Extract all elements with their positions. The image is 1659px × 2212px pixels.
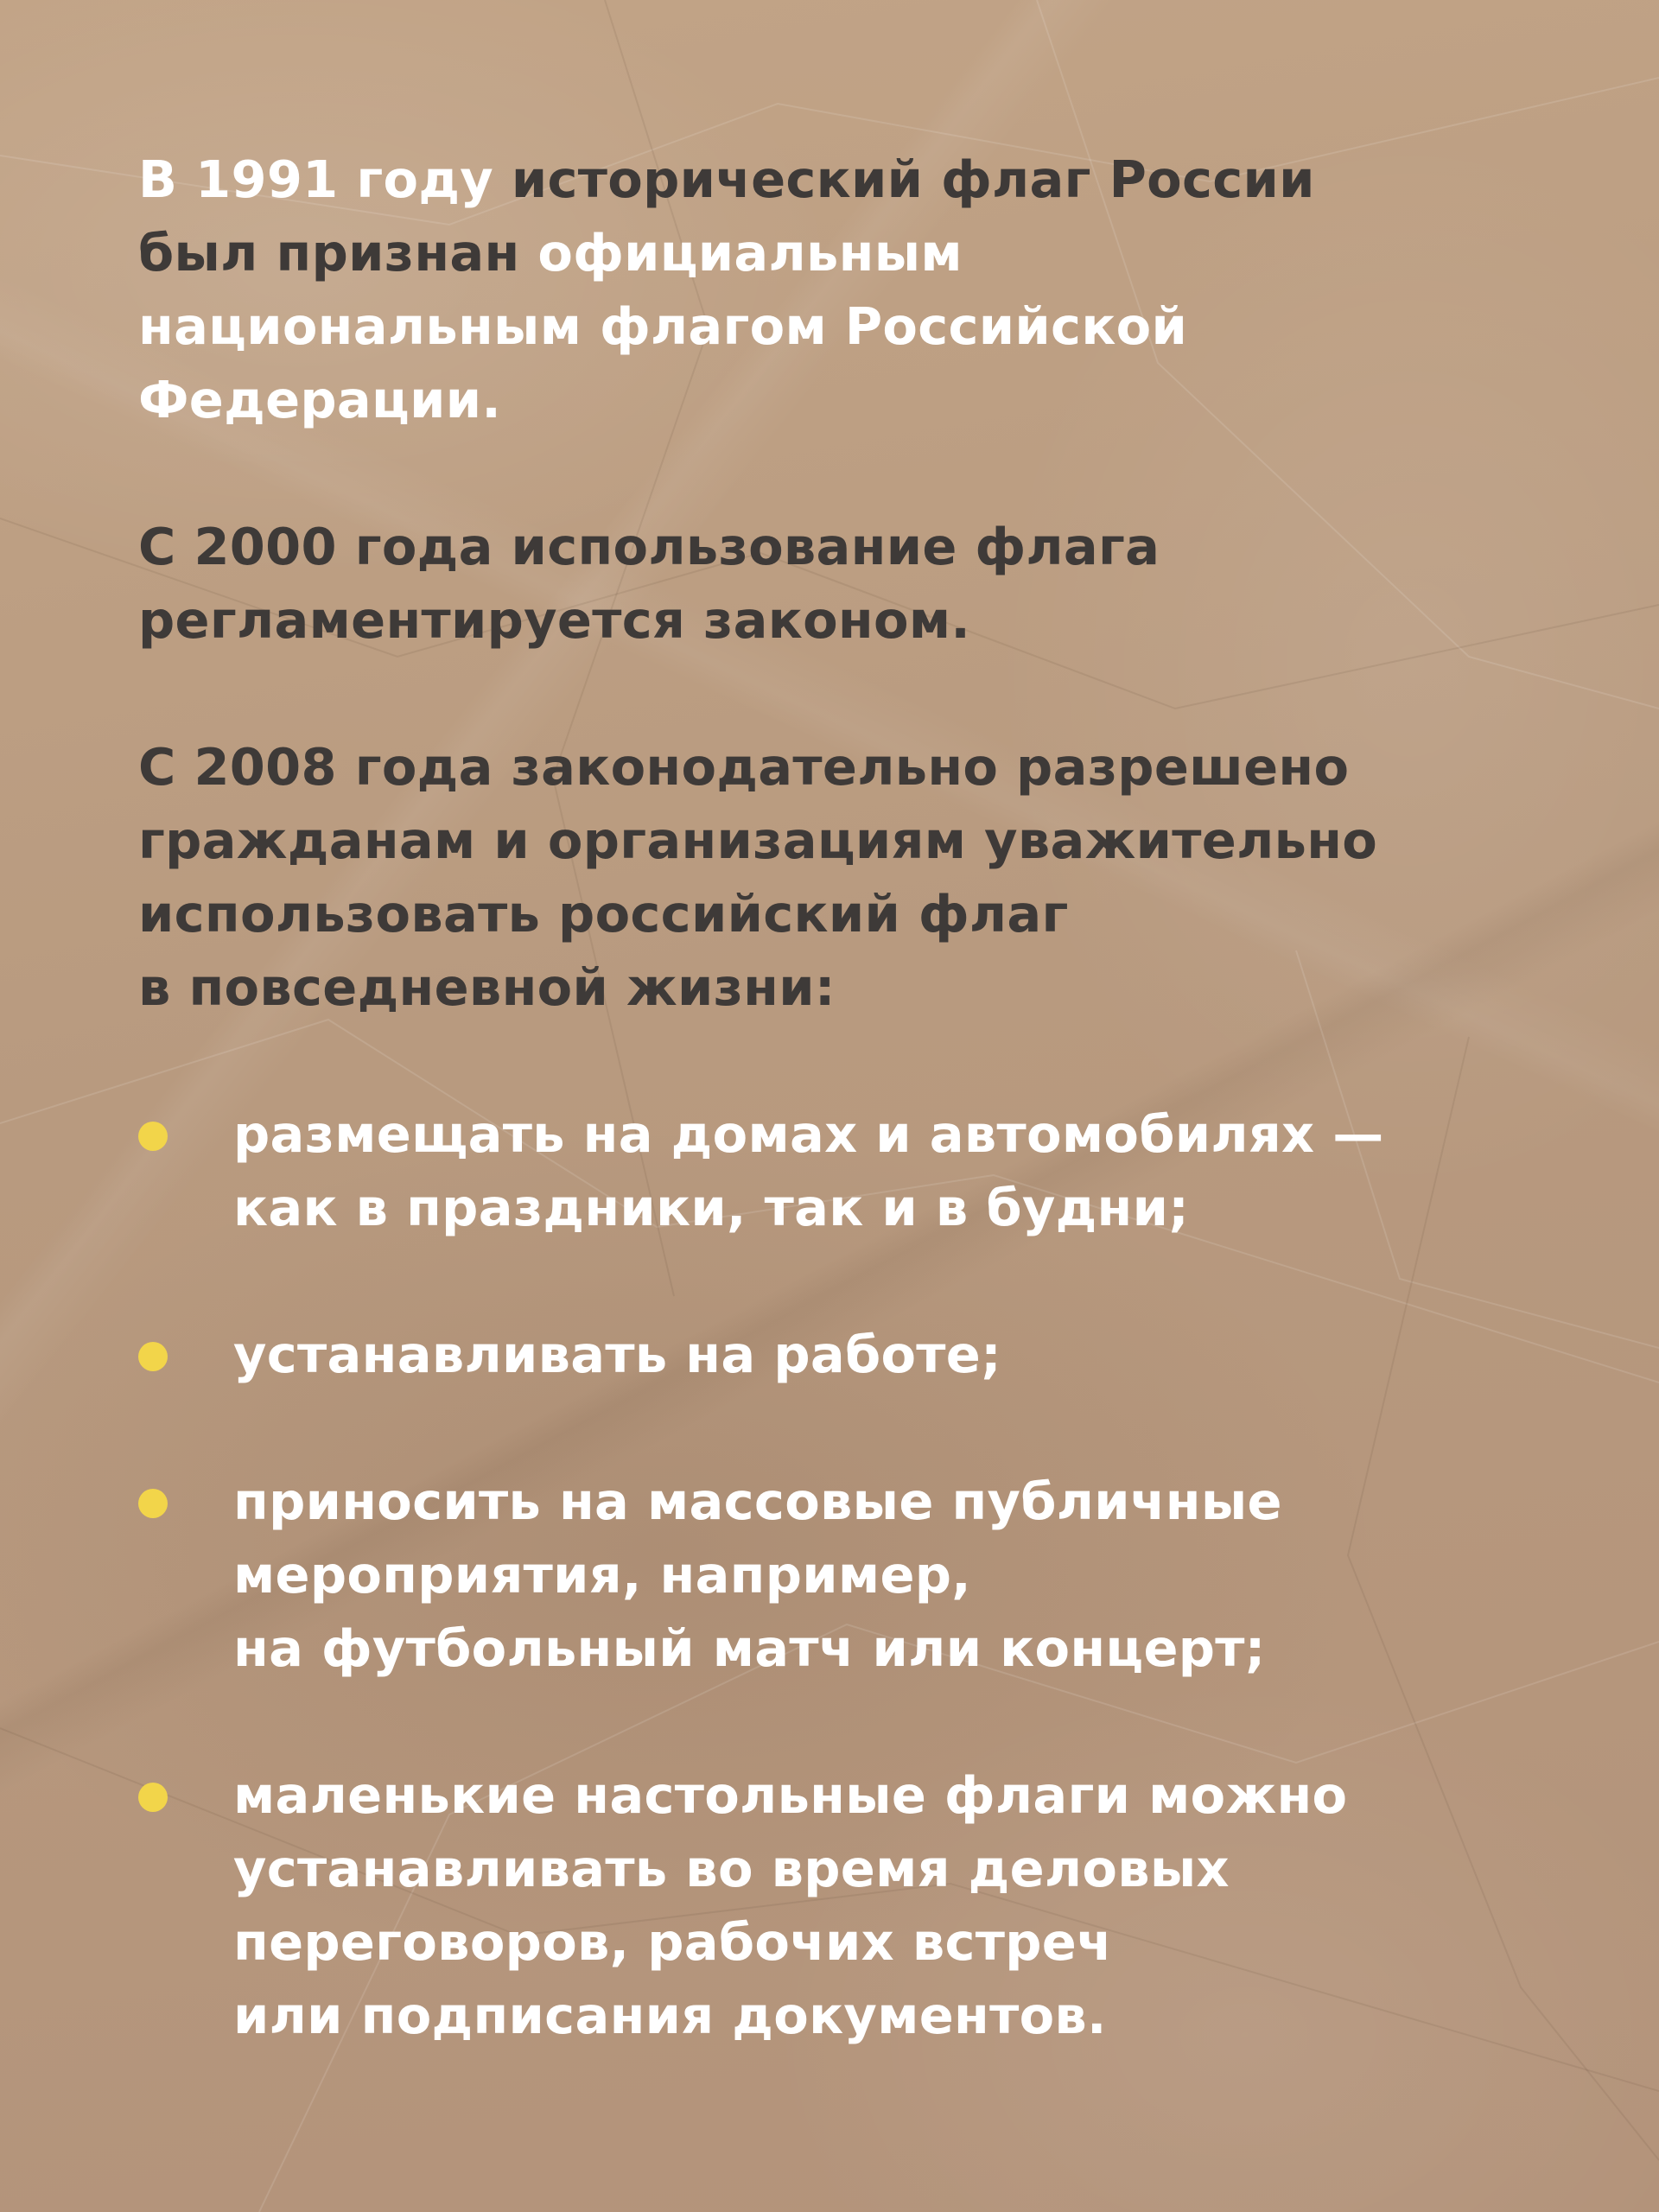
paragraph-2000-line-1: С 2000 года использование флага bbox=[138, 517, 1160, 576]
bullet-list bbox=[138, 1097, 1555, 2052]
bullet-2-line-1: устанавливать на работе; bbox=[233, 1325, 1002, 1384]
paragraph-2000 bbox=[138, 510, 1555, 657]
list-item bbox=[138, 1318, 1555, 1391]
bullet-3-line-3: на футбольный матч или концерт; bbox=[233, 1618, 1266, 1678]
bullet-dot-icon bbox=[138, 1122, 168, 1151]
highlight-1991: В 1991 году bbox=[138, 149, 494, 209]
list-item bbox=[138, 1097, 1555, 1244]
bullet-4-line-1: маленькие настольные флаги можно bbox=[233, 1765, 1348, 1825]
highlight-national-flag: национальным флагом Российской bbox=[138, 296, 1188, 356]
paragraph-2008 bbox=[138, 730, 1555, 1024]
bullet-4-line-4: или подписания документов. bbox=[233, 1986, 1107, 2045]
text-was-recognized: был признан bbox=[138, 223, 538, 283]
bullet-dot-icon bbox=[138, 1783, 168, 1812]
list-item bbox=[138, 1758, 1555, 2052]
paragraph-1991 bbox=[138, 143, 1555, 436]
paragraph-2008-line-1: С 2008 года законодательно разрешено bbox=[138, 737, 1350, 797]
highlight-official: официальным bbox=[537, 223, 963, 283]
paragraph-2008-line-2: гражданам и организациям уважительно bbox=[138, 810, 1378, 870]
text-historic-flag: исторический флаг России bbox=[493, 149, 1315, 209]
bullet-4-line-3: переговоров, рабочих встреч bbox=[233, 1912, 1112, 1972]
bullet-1-line-1: размещать на домах и автомобилях — bbox=[233, 1104, 1384, 1164]
paragraph-2008-line-4: в повседневной жизни: bbox=[138, 957, 836, 1017]
bullet-4-line-2: устанавливать во время деловых bbox=[233, 1839, 1230, 1898]
bullet-dot-icon bbox=[138, 1342, 168, 1371]
bullet-dot-icon bbox=[138, 1489, 168, 1518]
paragraph-1991-line-1 bbox=[138, 143, 1555, 216]
content bbox=[138, 143, 1555, 2052]
bullet-3-line-2: мероприятия, например, bbox=[233, 1545, 972, 1605]
paragraph-2008-line-3: использовать российский флаг bbox=[138, 884, 1069, 944]
highlight-federation: Федерации. bbox=[138, 370, 502, 429]
bullet-1-line-2: как в праздники, так и в будни; bbox=[233, 1178, 1190, 1237]
paragraph-1991-line-2 bbox=[138, 216, 1555, 289]
list-item bbox=[138, 1465, 1555, 1685]
bullet-3-line-1: приносить на массовые публичные bbox=[233, 1471, 1282, 1531]
paragraph-2000-line-2: регламентируется законом. bbox=[138, 590, 971, 650]
